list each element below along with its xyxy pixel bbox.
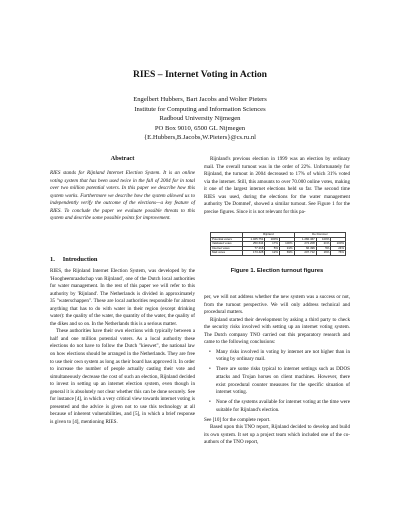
- author-address: PO Box 9010, 6500 GL Nijmegen: [154, 124, 246, 132]
- abstract-heading: Abstract: [110, 155, 135, 162]
- bullet-icon: •: [209, 399, 211, 406]
- bullet-icon: •: [209, 348, 211, 355]
- right-column-top: [204, 156, 350, 216]
- table-row: Potential voters 1.465.751 100% 1.282.467 100%: [211, 237, 346, 242]
- author-institute: Institute for Computing and Information Sciences: [134, 105, 266, 113]
- author-email: {E.Hubbers,B.Jacobs,W.Pieters}@cs.ru.nl: [144, 134, 256, 142]
- bullet-icon: •: [209, 366, 211, 373]
- table-row: Internet votes 77.216 5% 31% 66.496 5% 24%: [212, 245, 344, 250]
- abstract-paragraph: RIES stands for Rijnland Internet Election System. It is an online voting system that has been used twice in the fall of 2004 for in total over two million potential voters. In this paper we describe how this system works. Furthermore we describe how the system allowed us to independently verify the outcome of the elections—a key feature of RIES. To conclude the paper we evaluate possible threats to this system and describe some possible points for improvement.: [50, 170, 195, 222]
- table-header-dommel: De Dommel: [294, 233, 345, 238]
- list-item: • There are some risks typical to internet settings such as DDOS attacks and Trojan horses on client machines. However, there exist procedural counter measures for the specific situation of internet voting.: [209, 366, 350, 396]
- turnout-table-figure: [210, 232, 346, 256]
- tno-paragraph: Rijnland started their development by asking a third party to check the security risks involved with setting up an internet voting system. The Dutch company TNO carried out this preparatory research and came to the following conclusions:: [204, 316, 350, 346]
- intro-paragraph-2: These authorities have their own elections with typically between a half and one million potential voters. As a local authority these elections do not have to follow the Dutch "kieswet", the national law on how elections should be arranged in the Netherlands. They are free to use their own system as long as their board has approved it. In order to increase the number of people actually casting their vote and simultaneously decrease the cost of such an election, Rijnland decided to invest in setting up an internet election system, even though in general it is absolutely not clear whether this can be done securely. See for instance [4], in which a very critical view towards internet voting is presented and the advice is given not to use this technology at all because of inherent vulnerabilities, and [5], in which a brief response is given to [4], mentioning RIES.: [50, 328, 195, 425]
- table-row: Mail votes 173.428 12% 69% 207.712 16% 76%: [212, 250, 344, 255]
- intro-paragraph-1: RIES, the Rijnland Internet Election System, was developed by the 'Hoogheemraadschap van Rijnland', one of the Dutch local authorities for water management. In the rest of this paper we will refer to this authority by 'Rijnland'. The Netherlands is divided in approximately 35 "waterschappen". These are local authorities responsible for almost anything that has to do with water in their region (except drinking water): the quality of the water, the quantity of the water, the quality of the dikes and so on. In the Netherlands this is a serious matter.: [50, 268, 195, 327]
- turnout-table: [210, 232, 346, 256]
- author-names: Engelbert Hubbers, Bart Jacobs and Wolter Pieters: [133, 96, 267, 103]
- development-paragraph: Based upon this TNO report, Rijnland decided to develop and build its own system. It set up a project team which included one of the co-authors of the TNO report,: [204, 424, 350, 446]
- table-row: Validated votes 250.644 17% 100% 274.208 21% 100%: [212, 241, 344, 246]
- introduction-body: [50, 268, 195, 426]
- author-block: [0, 95, 400, 143]
- table-header-rijnland: Rijnland: [243, 233, 294, 238]
- abstract-text: [50, 170, 195, 223]
- turnout-paragraph: Rijnland's previous election in 1999 was an election by ordinary mail. The overall turnout was in the order of 22%. Unfortunately for Rijnland, the turnout in 2004 decreased to 17% of which 31% voted via the internet. Still, this amounts to over 70.000 online votes, making it one of the largest internet elections held so far. The second time RIES was used, during the elections for the water management authority 'De Dommel', showed a similar turnout. See Figure 1 for the precise figures. Since it is not relevant for this pa-: [204, 156, 350, 215]
- list-item: • None of the systems available for internet voting at the time were suitable for Rijnland's election.: [209, 399, 350, 413]
- list-item: • Many risks involved in voting by internet are not higher than in voting by ordinary mail.: [209, 348, 350, 363]
- section-title: Introduction: [62, 256, 98, 263]
- section-number: 1.: [50, 256, 55, 263]
- paper-title: RIES – Internet Voting in Action: [132, 69, 268, 80]
- report-reference: See [10] for the complete report.: [204, 416, 271, 423]
- section-heading-introduction: [50, 256, 105, 263]
- figure-caption: Figure 1. Election turnout figures: [230, 268, 324, 274]
- scope-paragraph: per, we will not address whether the new system was a success or not, from the turnout perspective. We will only address technical and procedural matters.: [204, 294, 350, 316]
- author-university: Radboud University Nijmegen: [159, 115, 241, 123]
- right-column-main: [204, 294, 350, 447]
- conclusions-list: [204, 349, 350, 414]
